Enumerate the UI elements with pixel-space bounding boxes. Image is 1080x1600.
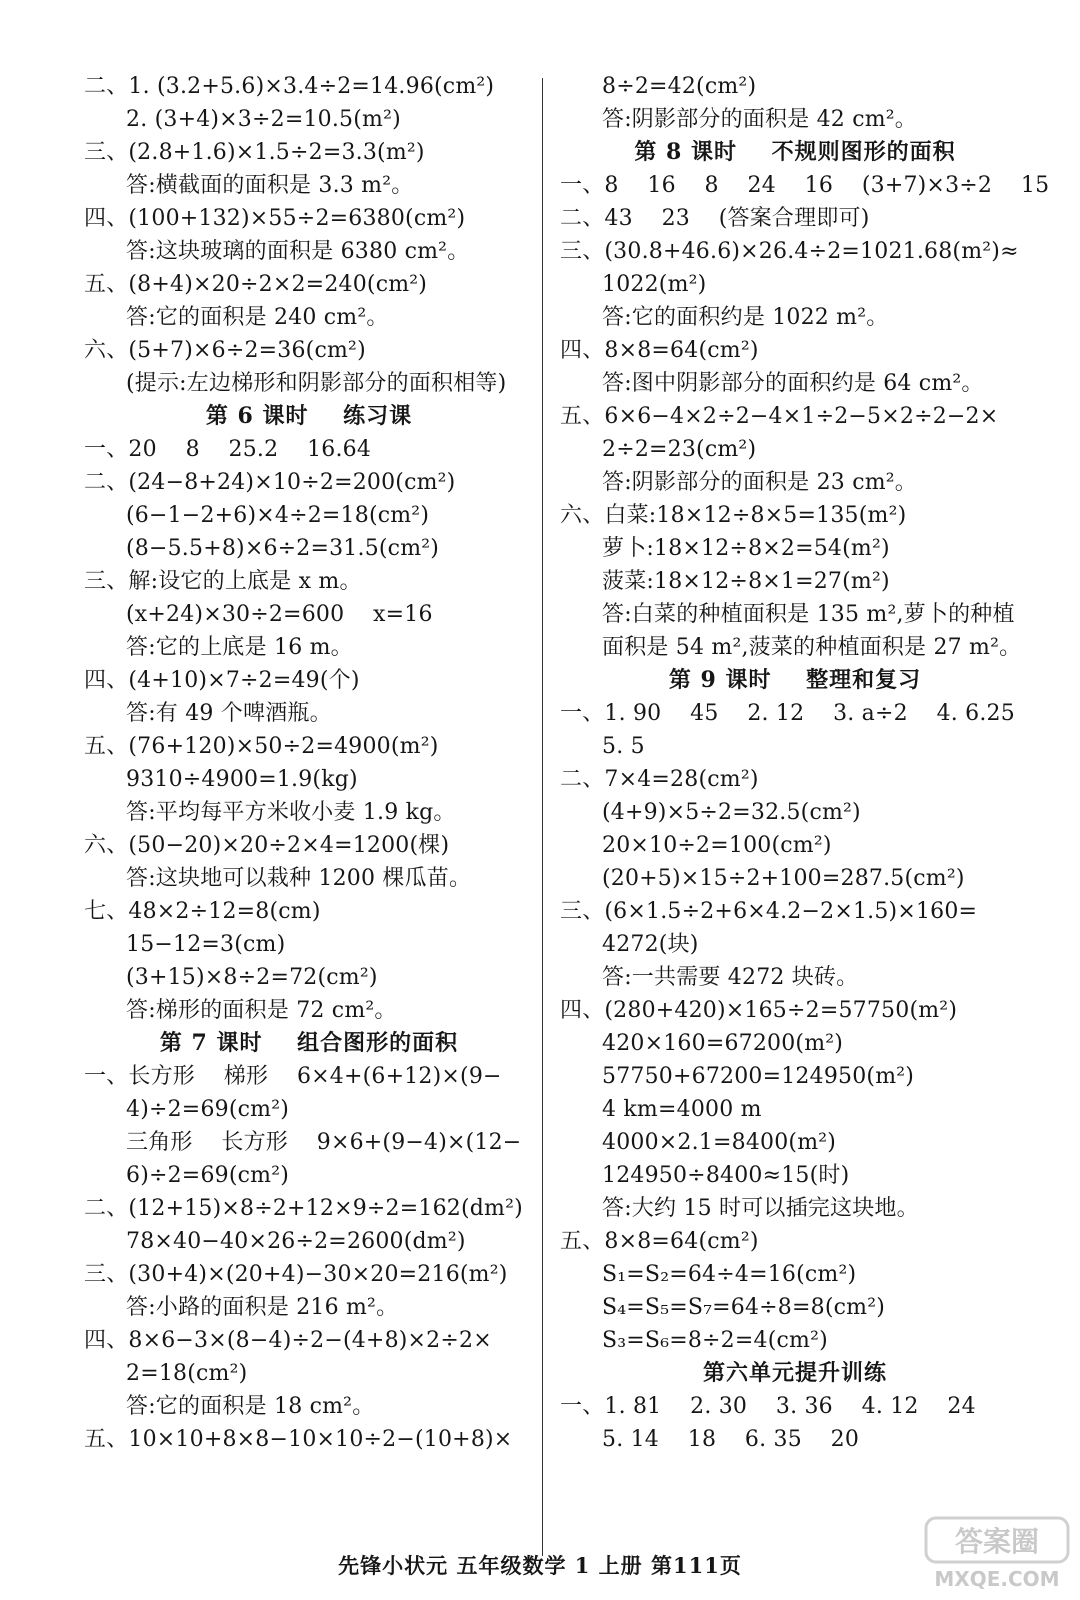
- answer-line: 20×10÷2=100(cm²): [602, 833, 832, 858]
- answer-line: 答:这块地可以栽种 1200 棵瓜苗。: [126, 866, 472, 891]
- answer-line: 答:这块玻璃的面积是 6380 cm²。: [126, 239, 470, 264]
- answer-line: 四、(100+132)×55÷2=6380(cm²): [84, 206, 466, 231]
- answer-line: 420×160=67200(m²): [602, 1031, 844, 1056]
- answer-line: 菠菜:18×12÷8×1=27(m²): [602, 569, 890, 594]
- answer-line: S₁=S₂=64÷4=16(cm²): [602, 1262, 857, 1287]
- answer-line: 4000×2.1=8400(m²): [602, 1130, 837, 1155]
- answer-line: 五、(76+120)×50÷2=4900(m²): [84, 734, 439, 759]
- answer-line: 8÷2=42(cm²): [602, 74, 757, 99]
- answer-line: (x+24)×30÷2=600 x=16: [126, 602, 433, 627]
- answer-line: 一、1. 81 2. 30 3. 36 4. 12 24: [560, 1394, 976, 1419]
- answer-line: 4272(块): [602, 932, 699, 957]
- section-heading: 第 9 课时 整理和复习: [668, 667, 922, 693]
- answer-line: 2. (3+4)×3÷2=10.5(m²): [126, 107, 401, 132]
- right-column: [560, 70, 1050, 1456]
- answer-line: 答:大约 15 时可以插完这块地。: [602, 1196, 919, 1221]
- answer-line: 124950÷8400≈15(时): [602, 1163, 850, 1188]
- answer-line: 二、(12+15)×8÷2+12×9÷2=162(dm²): [84, 1196, 523, 1221]
- answer-line: 15−12=3(cm): [126, 932, 286, 957]
- answer-line: 二、1. (3.2+5.6)×3.4÷2=14.96(cm²): [84, 74, 495, 99]
- answer-line: S₄=S₅=S₇=64÷8=8(cm²): [602, 1295, 885, 1320]
- answer-line: (4+9)×5÷2=32.5(cm²): [602, 800, 861, 825]
- answer-line: 五、10×10+8×8−10×10÷2−(10+8)×: [84, 1427, 513, 1452]
- answer-line: 三角形 长方形 9×6+(9−4)×(12−: [126, 1130, 522, 1155]
- answer-line: 答:图中阴影部分的面积约是 64 cm²。: [602, 371, 984, 396]
- answer-line: 1022(m²): [602, 272, 707, 297]
- answer-line: 四、(4+10)×7÷2=49(个): [84, 668, 360, 693]
- watermark-logo: [922, 1514, 1072, 1594]
- answer-line: 答:白菜的种植面积是 135 m²,萝卜的种植: [602, 602, 1015, 627]
- answer-line: 答:小路的面积是 216 m²。: [126, 1295, 399, 1320]
- answer-line: 四、8×8=64(cm²): [560, 338, 759, 363]
- answer-line: 二、43 23 (答案合理即可): [560, 206, 870, 231]
- answer-line: 六、白菜:18×12÷8×5=135(m²): [560, 503, 907, 528]
- section-heading: 第 7 课时 组合图形的面积: [159, 1030, 459, 1056]
- answer-line: (提示:左边梯形和阴影部分的面积相等): [126, 371, 507, 396]
- answer-line: 答:阴影部分的面积是 23 cm²。: [602, 470, 917, 495]
- answer-line: 答:一共需要 4272 块砖。: [602, 965, 859, 990]
- section-heading: 第 6 课时 练习课: [205, 403, 413, 429]
- answer-line: (3+15)×8÷2=72(cm²): [126, 965, 378, 990]
- answer-line: 2=18(cm²): [126, 1361, 248, 1386]
- answer-line: 一、8 16 8 24 16 (3+7)×3÷2 15: [560, 173, 1050, 198]
- answer-line: 一、20 8 25.2 16.64: [84, 437, 372, 462]
- answer-line: 4)÷2=69(cm²): [126, 1097, 290, 1122]
- answer-line: 二、7×4=28(cm²): [560, 767, 759, 792]
- answer-line: 五、(8+4)×20÷2×2=240(cm²): [84, 272, 428, 297]
- watermark-site: MXQE.COM: [934, 1567, 1060, 1591]
- answer-line: 面积是 54 m²,菠菜的种植面积是 27 m²。: [602, 635, 1022, 660]
- answer-line: 答:它的面积是 18 cm²。: [126, 1394, 375, 1419]
- answer-line: 5. 14 18 6. 35 20: [602, 1427, 860, 1452]
- answer-line: 答:横截面的面积是 3.3 m²。: [126, 173, 414, 198]
- answer-line: 六、(5+7)×6÷2=36(cm²): [84, 338, 366, 363]
- answer-line: 4 km=4000 m: [602, 1097, 762, 1122]
- answer-line: 三、解:设它的上底是 x m。: [84, 569, 362, 594]
- answer-line: 5. 5: [602, 734, 645, 759]
- answer-line: 6)÷2=69(cm²): [126, 1163, 290, 1188]
- answer-line: 三、(6×1.5÷2+6×4.2−2×1.5)×160=: [560, 899, 978, 924]
- answer-line: 答:阴影部分的面积是 42 cm²。: [602, 107, 917, 132]
- answer-line: 答:有 49 个啤酒瓶。: [126, 701, 332, 726]
- answer-line: 萝卜:18×12÷8×2=54(m²): [602, 536, 890, 561]
- answer-line: (6−1−2+6)×4÷2=18(cm²): [126, 503, 430, 528]
- watermark-title: 答案圈: [954, 1525, 1040, 1558]
- answer-line: 三、(30.8+46.6)×26.4÷2=1021.68(m²)≈: [560, 239, 1019, 264]
- section-heading: 第六单元提升训练: [702, 1360, 887, 1386]
- answer-line: 57750+67200=124950(m²): [602, 1064, 915, 1089]
- column-divider: [542, 78, 543, 1556]
- answer-line: 三、(2.8+1.6)×1.5÷2=3.3(m²): [84, 140, 425, 165]
- answer-line: 七、48×2÷12=8(cm): [84, 899, 321, 924]
- answer-line: 78×40−40×26÷2=2600(dm²): [126, 1229, 466, 1254]
- answer-line: 一、长方形 梯形 6×4+(6+12)×(9−: [84, 1064, 502, 1089]
- answer-line: 答:它的面积是 240 cm²。: [126, 305, 389, 330]
- answer-line: 五、6×6−4×2÷2−4×1÷2−5×2÷2−2×: [560, 404, 999, 429]
- answer-line: 答:梯形的面积是 72 cm²。: [126, 998, 397, 1023]
- answer-line: (20+5)×15÷2+100=287.5(cm²): [602, 866, 965, 891]
- left-column: [84, 70, 534, 1456]
- answer-line: 一、1. 90 45 2. 12 3. a÷2 4. 6.25: [560, 701, 1015, 726]
- answer-line: 四、(280+420)×165÷2=57750(m²): [560, 998, 958, 1023]
- answer-line: 答:它的上底是 16 m。: [126, 635, 353, 660]
- answer-line: 2÷2=23(cm²): [602, 437, 757, 462]
- answer-line: 二、(24−8+24)×10÷2=200(cm²): [84, 470, 456, 495]
- answer-line: 9310÷4900=1.9(kg): [126, 767, 358, 792]
- answer-line: S₃=S₆=8÷2=4(cm²): [602, 1328, 828, 1353]
- answer-line: (8−5.5+8)×6÷2=31.5(cm²): [126, 536, 440, 561]
- answer-line: 五、8×8=64(cm²): [560, 1229, 759, 1254]
- section-heading: 第 8 课时 不规则图形的面积: [634, 139, 956, 165]
- answer-line: 答:平均每平方米收小麦 1.9 kg。: [126, 800, 456, 825]
- answer-line: 六、(50−20)×20÷2×4=1200(棵): [84, 833, 450, 858]
- answer-line: 三、(30+4)×(20+4)−30×20=216(m²): [84, 1262, 508, 1287]
- answer-line: 四、8×6−3×(8−4)÷2−(4+8)×2÷2×: [84, 1328, 492, 1353]
- answer-line: 答:它的面积约是 1022 m²。: [602, 305, 889, 330]
- page-footer: 先锋小状元 五年级数学 1 上册 第111页: [338, 1553, 742, 1578]
